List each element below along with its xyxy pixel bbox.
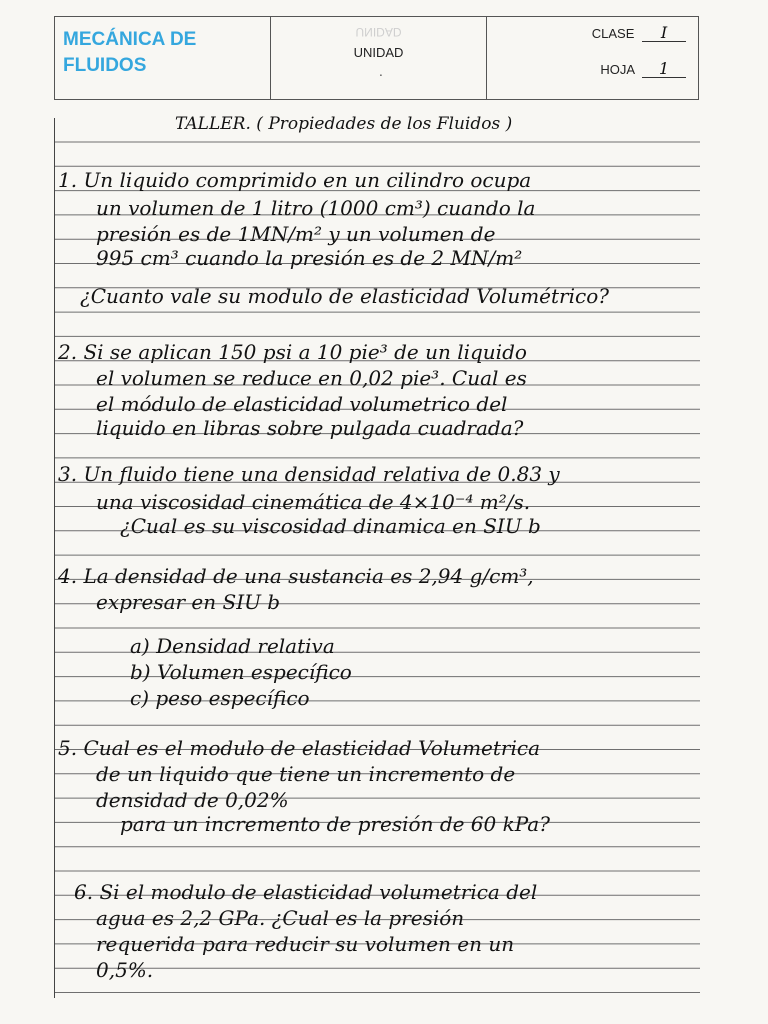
unit-value: . <box>379 65 383 79</box>
question-5-line-2: de un liquido que tiene un incremento de <box>96 762 516 786</box>
class-label: CLASE <box>591 26 635 41</box>
question-1-line-3: presión es de 1MN/m² y un volumen de <box>96 222 496 246</box>
sheet-row <box>600 61 686 78</box>
question-4-item-c: c) peso específico <box>130 686 310 710</box>
question-4-item-b: b) Volumen específico <box>130 660 352 684</box>
question-4-line-2: expresar en SIU b <box>96 590 281 614</box>
question-1-line-5: ¿Cuanto vale su modulo de elasticidad Volumétrico? <box>80 284 609 308</box>
question-6-line-3: requerida para reducir su volumen en un <box>96 932 515 956</box>
sheet-label: HOJA <box>600 62 635 77</box>
question-1-line-4: 995 cm³ cuando la presión es de 2 MN/m² <box>96 246 523 270</box>
question-2-line-2: el volumen se reduce en 0,02 pie³. Cual es <box>96 366 527 390</box>
question-6-line-1: 6. Si el modulo de elasticidad volumetrica del <box>74 880 538 904</box>
class-row <box>592 25 686 42</box>
question-5-line-4: para un incremento de presión de 60 kPa? <box>120 812 550 836</box>
question-6-line-4: 0,5%. <box>96 958 154 982</box>
question-1-line-2: un volumen de 1 litro (1000 cm³) cuando la <box>96 196 536 220</box>
worksheet-title: TALLER. ( Propiedades de los Fluidos ) <box>175 114 513 134</box>
question-2-line-3: el módulo de elasticidad volumetrico del <box>96 392 508 416</box>
unit-label: UNIDAD <box>353 45 404 60</box>
question-1-line-1: 1. Un liquido comprimido en un cilindro ocupa <box>58 168 532 192</box>
header-table <box>54 16 699 100</box>
question-3-line-3: ¿Cual es su viscosidad dinamica en SIU b <box>120 514 541 538</box>
unit-ghost-text: UNIDAD <box>355 25 402 39</box>
course-title: MECÁNICA DE FLUIDOS <box>63 29 197 76</box>
course-cell <box>55 17 271 99</box>
sheet-value: 1 <box>642 61 686 78</box>
question-2-line-4: liquido en libras sobre pulgada cuadrada? <box>96 416 524 440</box>
question-2-line-1: 2. Si se aplican 150 psi a 10 pie³ de un liquido <box>58 340 527 364</box>
question-5-line-1: 5. Cual es el modulo de elasticidad Volumetrica <box>58 736 541 760</box>
question-4-line-1: 4. La densidad de una sustancia es 2,94 g/cm³, <box>58 564 534 588</box>
class-value: I <box>642 25 686 42</box>
question-5-line-3: densidad de 0,02% <box>96 788 289 812</box>
question-3-line-1: 3. Un fluido tiene una densidad relativa de 0.83 y <box>58 462 560 486</box>
question-6-line-2: agua es 2,2 GPa. ¿Cual es la presión <box>96 906 465 930</box>
question-4-item-a: a) Densidad relativa <box>130 634 335 658</box>
meta-cell <box>487 17 698 99</box>
unit-cell <box>271 17 487 99</box>
question-3-line-2: una viscosidad cinemática de 4×10⁻⁴ m²/s. <box>96 490 531 514</box>
